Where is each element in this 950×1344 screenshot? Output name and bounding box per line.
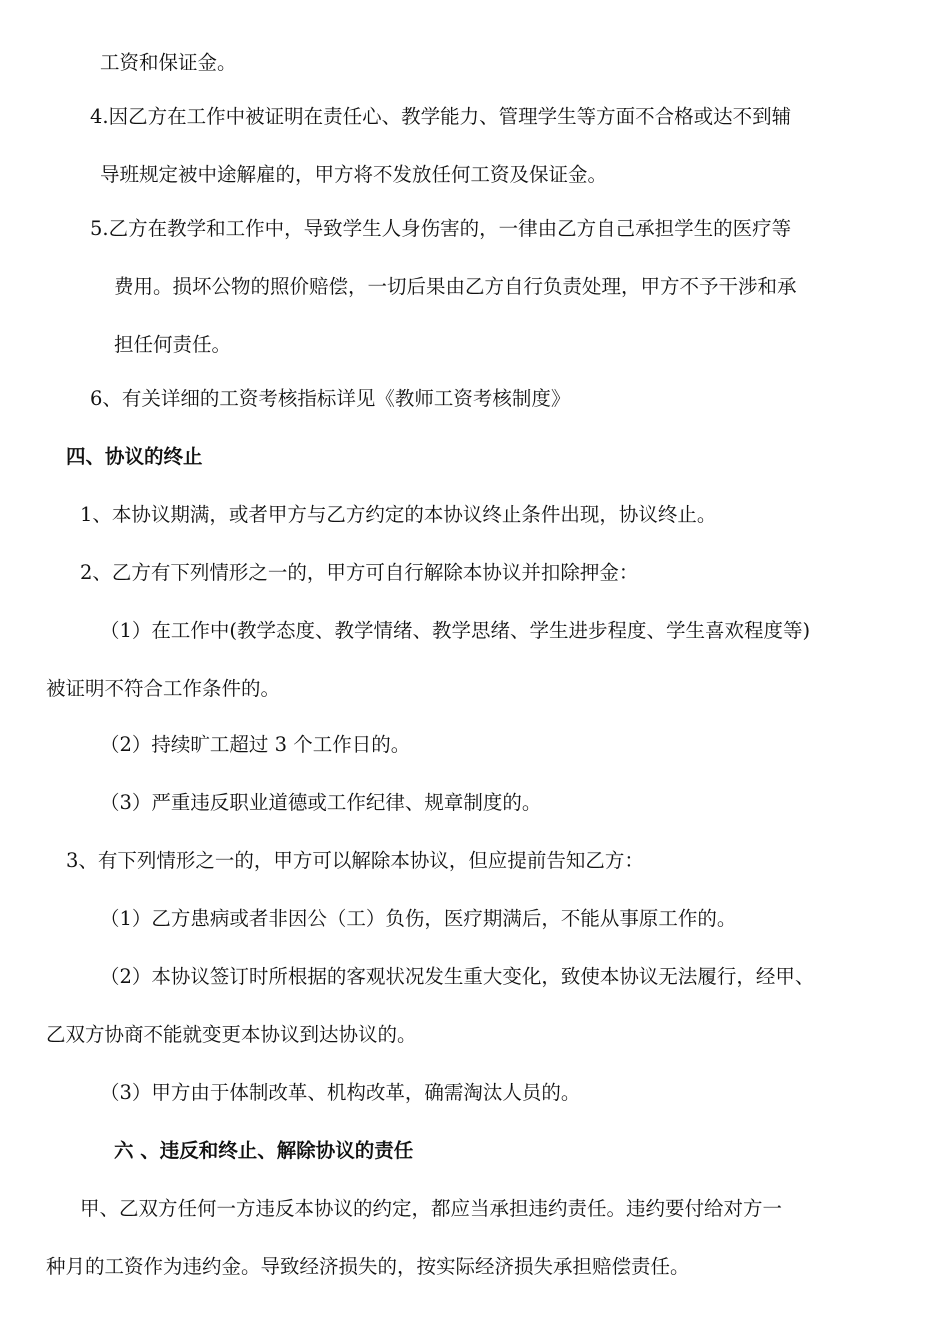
text-line: 乙双方协商不能就变更本协议到达协议的。 [46,1023,417,1046]
text-line: 担任何责任。 [114,333,232,356]
text-line: 导班规定被中途解雇的，甲方将不发放任何工资及保证金。 [100,163,608,186]
section-heading: 六 、违反和终止、解除协议的责任 [114,1139,414,1162]
text-line: （2）持续旷工超过 3 个工作日的。 [100,733,411,756]
text-line: 6、有关详细的工资考核指标详见《教师工资考核制度》 [90,387,571,410]
text-line: 甲、乙双方任何一方违反本协议的约定，都应当承担违约责任。违约要付给对方一 [80,1197,783,1220]
text-line: 3、有下列情形之一的，甲方可以解除本协议，但应提前告知乙方： [66,849,644,872]
text-line: （1）乙方患病或者非因公（工）负伤，医疗期满后，不能从事原工作的。 [100,907,737,930]
text-line: （3）严重违反职业道德或工作纪律、规章制度的。 [100,791,542,814]
text-line: （1）在工作中(教学态度、教学情绪、教学思绪、学生进步程度、学生喜欢程度等) [100,619,811,642]
text-line: 4.因乙方在工作中被证明在责任心、教学能力、管理学生等方面不合格或达不到辅 [90,105,792,128]
text-line: （3）甲方由于体制改革、机构改革，确需淘汰人员的。 [100,1081,581,1104]
section-heading: 四、协议的终止 [66,445,203,468]
text-line: 种月的工资作为违约金。导致经济损失的，按实际经济损失承担赔偿责任。 [46,1255,690,1278]
text-line: 费用。损坏公物的照价赔偿，一切后果由乙方自行负责处理，甲方不予干涉和承 [114,275,797,298]
text-line: 5.乙方在教学和工作中，导致学生人身伤害的，一律由乙方自己承担学生的医疗等 [90,217,792,240]
text-line: （2）本协议签订时所根据的客观状况发生重大变化，致使本协议无法履行，经甲、 [100,965,815,988]
text-line: 2、乙方有下列情形之一的，甲方可自行解除本协议并扣除押金： [80,561,639,584]
text-line: 1、本协议期满，或者甲方与乙方约定的本协议终止条件出现，协议终止。 [80,503,717,526]
text-line: 工资和保证金。 [100,51,237,74]
text-line: 被证明不符合工作条件的。 [46,677,281,700]
